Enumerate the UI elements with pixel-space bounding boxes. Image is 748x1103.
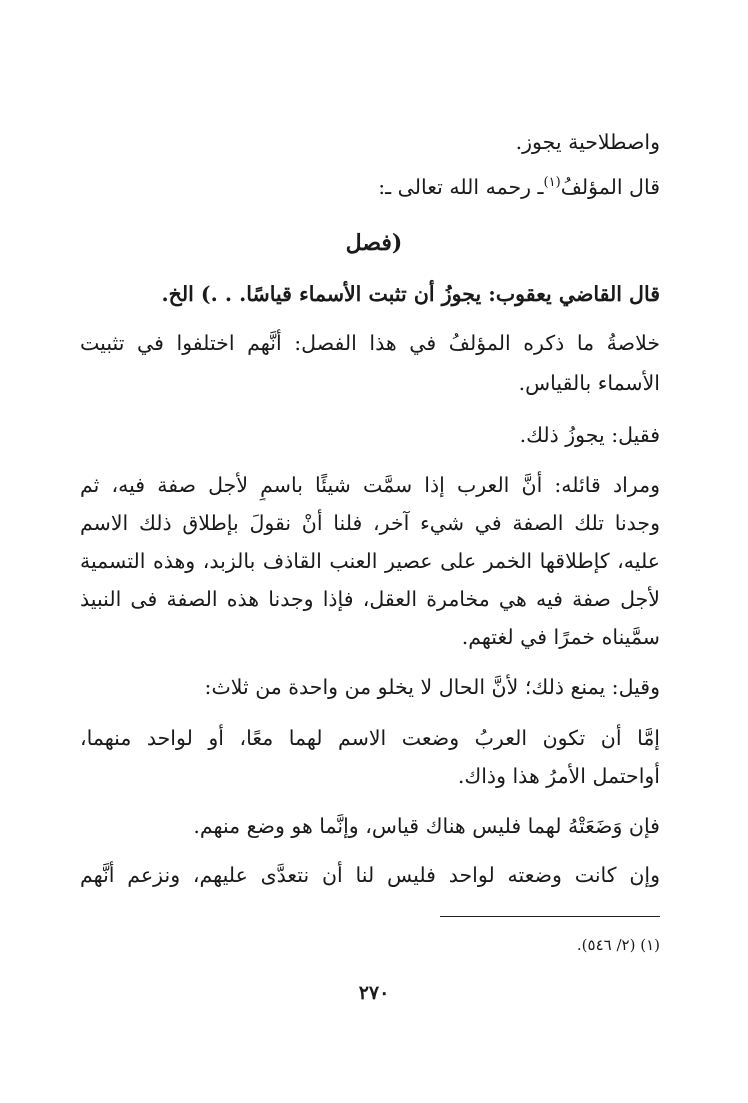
page-number: ٢٧٠	[358, 982, 390, 1004]
paragraph-line-1: ومراد قائله: أنَّ العرب إذا سمَّت شيئًا باسمٍ لأجل صفة فيه، ثم	[80, 473, 660, 497]
footnote-marker[interactable]: (١)	[543, 175, 561, 191]
consequence-line-1: فإن وَضَعَتْهُ لهما فليس هناك قياس، وإنَّما هو وضع منهم.	[193, 814, 660, 838]
paragraph-line-5: سمَّيناه خمرًا في لغتهم.	[461, 625, 660, 649]
section-heading: (فصل	[345, 230, 403, 256]
paragraph-line-2: وجدنا تلك الصفة في شيء آخر، فلنا أنْ نقولَ بإطلاق ذلك الاسم	[80, 511, 660, 535]
consequence-line-2: وإن كانت وضعته لواحد فليس لنا أن نتعدَّى عليهم، ونزعم أنَّهم	[80, 863, 660, 887]
option-line-1: إمَّا أن تكون العربُ وضعت الاسم لهما معًا، أو لواحد منهما،	[80, 726, 660, 750]
summary-line-2: الأسماء بالقياس.	[518, 371, 660, 395]
footnote-divider	[440, 916, 660, 917]
paragraph-line-3: عليه، كإطلاقها الخمر على عصير العنب القاذف بالزبد، وهذه التسمية	[80, 549, 660, 573]
author-intro-line	[80, 171, 660, 203]
option-line-2: أواحتمل الأمرُ هذا وذاك.	[457, 764, 660, 788]
author-intro-text: قال المؤلفُ	[560, 175, 660, 199]
quoted-statement: قال القاضي يعقوب: يجوزُ أن تثبت الأسماء قياسًا. . .) الخ.	[161, 282, 660, 306]
first-opinion: فقيل: يجوزُ ذلك.	[519, 423, 660, 447]
author-intro-prayer: ـ رحمه الله تعالى ـ:	[378, 175, 544, 199]
text-line-1: واصطلاحية يجوز.	[515, 130, 660, 154]
second-opinion: وقيل: يمنع ذلك؛ لأنَّ الحال لا يخلو من واحدة من ثلاث:	[204, 675, 660, 699]
summary-line-1: خلاصةُ ما ذكره المؤلفُ في هذا الفصل: أنَّهم اختلفوا في تثبيت	[80, 331, 660, 355]
footnote: (١) (٢/ ٥٤٦).	[576, 936, 660, 954]
paragraph-line-4: لأجل صفة فيه هي مخامرة العقل، فإذا وجدنا هذه الصفة فى النبيذ	[80, 587, 660, 611]
